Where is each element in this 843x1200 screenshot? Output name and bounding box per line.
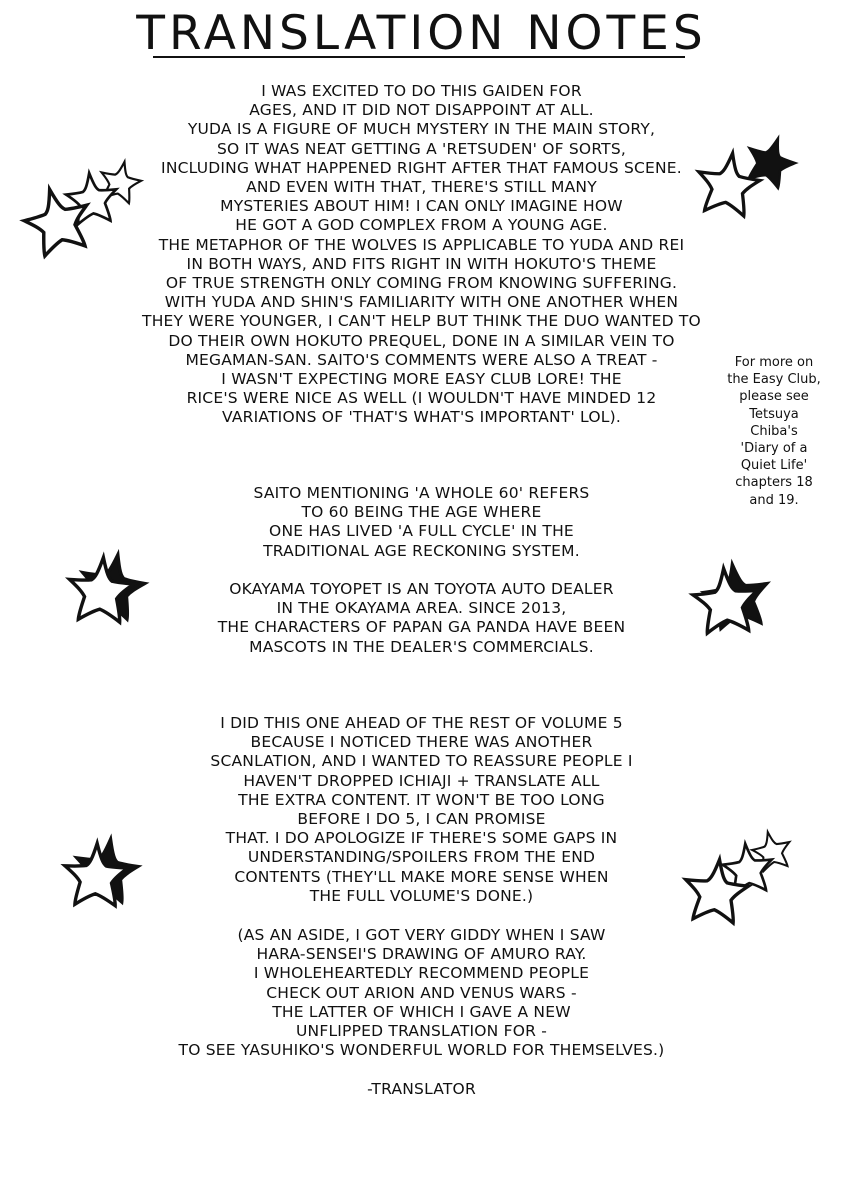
sidebar-note-line: the Easy Club, (727, 372, 821, 388)
text-line: SCANLATION, AND I WANTED TO REASSURE PEOPLE I (210, 752, 633, 771)
text-line: TRADITIONAL AGE RECKONING SYSTEM. (263, 541, 580, 560)
text-line: RICE'S WERE NICE AS WELL (I WOULDN'T HAVE MINDED 12 (186, 389, 657, 408)
sidebar-note-line: please see (739, 389, 809, 405)
text-line: ONE HAS LIVED 'A FULL CYCLE' IN THE (269, 522, 574, 541)
signature (0, 1080, 843, 1099)
text-line: MEGAMAN-SAN. SAITO'S COMMENTS WERE ALSO A TREAT - (185, 350, 658, 369)
text-line: HAVEN'T DROPPED ICHIAJI + TRANSLATE ALL (243, 771, 600, 790)
text-line: UNDERSTANDING/SPOILERS FROM THE END (247, 848, 596, 867)
sidebar-note-line: Quiet Life' (740, 458, 808, 474)
text-line: THAT. I DO APOLOGIZE IF THERE'S SOME GAPS IN (225, 829, 618, 848)
text-line: I DID THIS ONE AHEAD OF THE REST OF VOLUME 5 (220, 714, 623, 732)
sidebar-note (712, 354, 836, 509)
text-line: THE LATTER OF WHICH I GAVE A NEW (272, 1002, 571, 1021)
paragraph-toyopet (0, 580, 843, 657)
text-line: BECAUSE I NOTICED THERE WAS ANOTHER (250, 733, 593, 752)
text-line: I WAS EXCITED TO DO THIS GAIDEN FOR (261, 82, 582, 100)
text-line: SO IT WAS NEAT GETTING A 'RETSUDEN' OF SORTS, (216, 139, 626, 158)
text-line: I WHOLEHEARTEDLY RECOMMEND PEOPLE (253, 964, 590, 983)
text-line: THE FULL VOLUME'S DONE.) (309, 886, 534, 905)
text-line: DO THEIR OWN HOKUTO PREQUEL, DONE IN A SIMILAR VEIN TO (168, 331, 675, 350)
text-line: UNFLIPPED TRANSLATION FOR - (295, 1022, 548, 1041)
text-line: I WASN'T EXPECTING MORE EASY CLUB LORE! THE (221, 370, 622, 389)
text-line: OKAYAMA TOYOPET IS AN TOYOTA AUTO DEALER (229, 580, 614, 598)
text-line: MYSTERIES ABOUT HIM! I CAN ONLY IMAGINE HOW (220, 197, 623, 216)
sidebar-note-line: Tetsuya (749, 406, 799, 422)
text-line: THE EXTRA CONTENT. IT WON'T BE TOO LONG (238, 790, 605, 809)
sidebar-note-line: Chiba's (750, 423, 798, 439)
text-line: TO SEE YASUHIKO'S WONDERFUL WORLD FOR THEMSELVES.) (178, 1041, 665, 1060)
text-line: HE GOT A GOD COMPLEX FROM A YOUNG AGE. (235, 216, 608, 235)
text-line: THE CHARACTERS OF PAPAN GA PANDA HAVE BEEN (217, 618, 626, 637)
page-title: TRANSLATION NOTES (136, 6, 707, 61)
text-line: SAITO MENTIONING 'A WHOLE 60' REFERS (253, 484, 590, 502)
text-line: CHECK OUT ARION AND VENUS WARS - (266, 983, 577, 1002)
signature-line: -TRANSLATOR (367, 1080, 476, 1098)
text-line: HARA-SENSEI'S DRAWING OF AMURO RAY. (256, 945, 587, 964)
text-line: AGES, AND IT DID NOT DISAPPOINT AT ALL. (249, 101, 594, 120)
text-line: YUDA IS A FIGURE OF MUCH MYSTERY IN THE MAIN STORY, (187, 120, 656, 139)
text-line: VARIATIONS OF 'THAT'S WHAT'S IMPORTANT' LOL). (222, 408, 621, 427)
paragraph-aside (0, 926, 843, 1060)
sidebar-note-line: and 19. (749, 492, 799, 508)
text-line: THEY WERE YOUNGER, I CAN'T HELP BUT THINK THE DUO WANTED TO (142, 312, 701, 331)
sidebar-note-line: 'Diary of a (740, 441, 808, 457)
text-line: INCLUDING WHAT HAPPENED RIGHT AFTER THAT FAMOUS SCENE. (161, 158, 682, 177)
title-underline (153, 56, 685, 58)
text-line: IN THE OKAYAMA AREA. SINCE 2013, (276, 599, 567, 618)
text-line: AND EVEN WITH THAT, THERE'S STILL MANY (246, 178, 597, 197)
paragraph-volume-5 (0, 714, 843, 906)
text-line: WITH YUDA AND SHIN'S FAMILIARITY WITH ONE ANOTHER WHEN (164, 293, 679, 312)
text-line: (AS AN ASIDE, I GOT VERY GIDDY WHEN I SAW (237, 926, 606, 944)
text-line: OF TRUE STRENGTH ONLY COMING FROM KNOWING SUFFERING. (165, 274, 678, 293)
text-line: IN BOTH WAYS, AND FITS RIGHT IN WITH HOKUTO'S THEME (186, 254, 657, 273)
sidebar-note-line: For more on (734, 355, 814, 370)
text-line: TO 60 BEING THE AGE WHERE (301, 503, 542, 522)
text-line: THE METAPHOR OF THE WOLVES IS APPLICABLE TO YUDA AND REI (158, 235, 685, 254)
text-line: CONTENTS (THEY'LL MAKE MORE SENSE WHEN (234, 867, 609, 886)
text-line: MASCOTS IN THE DEALER'S COMMERCIALS. (249, 637, 594, 656)
sidebar-note-line: chapters 18 (735, 475, 813, 491)
text-line: BEFORE I DO 5, I CAN PROMISE (297, 810, 546, 829)
